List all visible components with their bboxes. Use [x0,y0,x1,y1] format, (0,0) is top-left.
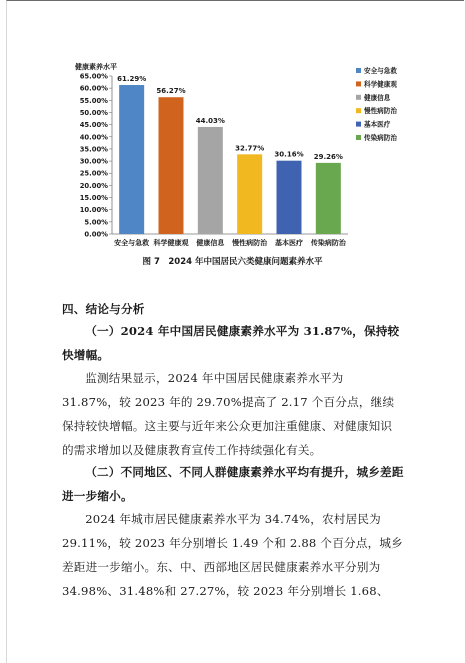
bar [159,97,184,234]
y-tick-label: 5.00% [84,218,108,227]
data-label: 56.27% [156,87,186,96]
y-tick-label: 0.00% [84,230,108,239]
bar [198,127,223,234]
y-tick-label: 25.00% [79,169,108,178]
paragraph-2: 2024 年城市居民健康素养水平为 34.74%，农村居民为 29.11%，较 2023 年分别增长 1.49 个和 2.88 个百分点，城乡差距进一步缩小。东、中、西部地区居民健康素养水平分别为 34.98%、31.48%和 27.27%，较 2023 年分别增长 1.68、 [62,512,403,598]
x-tick-label: 慢性病防治 [232,239,268,247]
y-tick-label: 40.00% [79,133,108,142]
x-tick-label: 基本医疗 [275,239,303,247]
data-label: 29.26% [313,152,343,161]
legend-swatch [356,135,361,140]
bar [237,154,262,234]
legend-label: 科学健康观 [364,80,397,89]
bar [119,85,144,234]
subheading-2: （二）不同地区、不同人群健康素养水平均有提升，城乡差距进一步缩小。 [62,465,404,503]
legend-swatch [356,68,361,73]
bar [277,161,302,234]
data-label: 44.03% [195,116,225,125]
x-tick-label: 科学健康观 [153,239,189,247]
data-label: 61.29% [117,75,147,84]
section-title: 四、结论与分析 [62,302,145,316]
y-tick-label: 55.00% [79,96,108,105]
bar [316,163,341,234]
x-tick-label: 传染病防治 [310,239,346,247]
y-tick-label: 65.00% [79,72,108,81]
legend-label: 慢性病防治 [364,107,397,116]
legend-swatch [356,81,361,86]
legend-label: 传染病防治 [364,134,397,142]
x-tick-label: 安全与急救 [114,239,150,247]
legend-label: 基本医疗 [364,120,391,129]
legend-swatch [356,108,361,113]
subheading-1: （一）2024 年中国居民健康素养水平为 31.87%，保持较快增幅。 [62,324,400,362]
y-axis-label: 健康素养水平 [75,63,117,71]
figure-caption: 图 7 2024 年中国居民六类健康问题素养水平 [142,257,323,267]
bar-chart [0,0,465,255]
legend-swatch [356,122,361,127]
y-tick-label: 15.00% [79,194,108,203]
y-tick-label: 10.00% [79,206,108,215]
legend-label: 安全与急救 [364,67,397,75]
y-tick-label: 30.00% [79,157,108,166]
y-tick-label: 60.00% [79,84,108,93]
x-tick-label: 健康信息 [196,239,225,247]
paragraph-1: 监测结果显示，2024 年中国居民健康素养水平为 31.87%，较 2023 年的 29.70%提高了 2.17 个百分点，继续保持较快增幅。这主要与近年来公众更加注重健康、对健康知识的需求增加以及健康教育宣传工作持续强化有关。 [62,371,395,457]
data-label: 30.16% [274,150,304,159]
y-tick-label: 20.00% [79,181,108,190]
y-tick-label: 50.00% [79,108,108,117]
y-tick-label: 35.00% [79,145,108,154]
y-tick-label: 45.00% [79,121,108,130]
legend-swatch [356,95,361,100]
data-label: 32.77% [235,144,265,153]
legend-label: 健康信息 [364,93,391,102]
